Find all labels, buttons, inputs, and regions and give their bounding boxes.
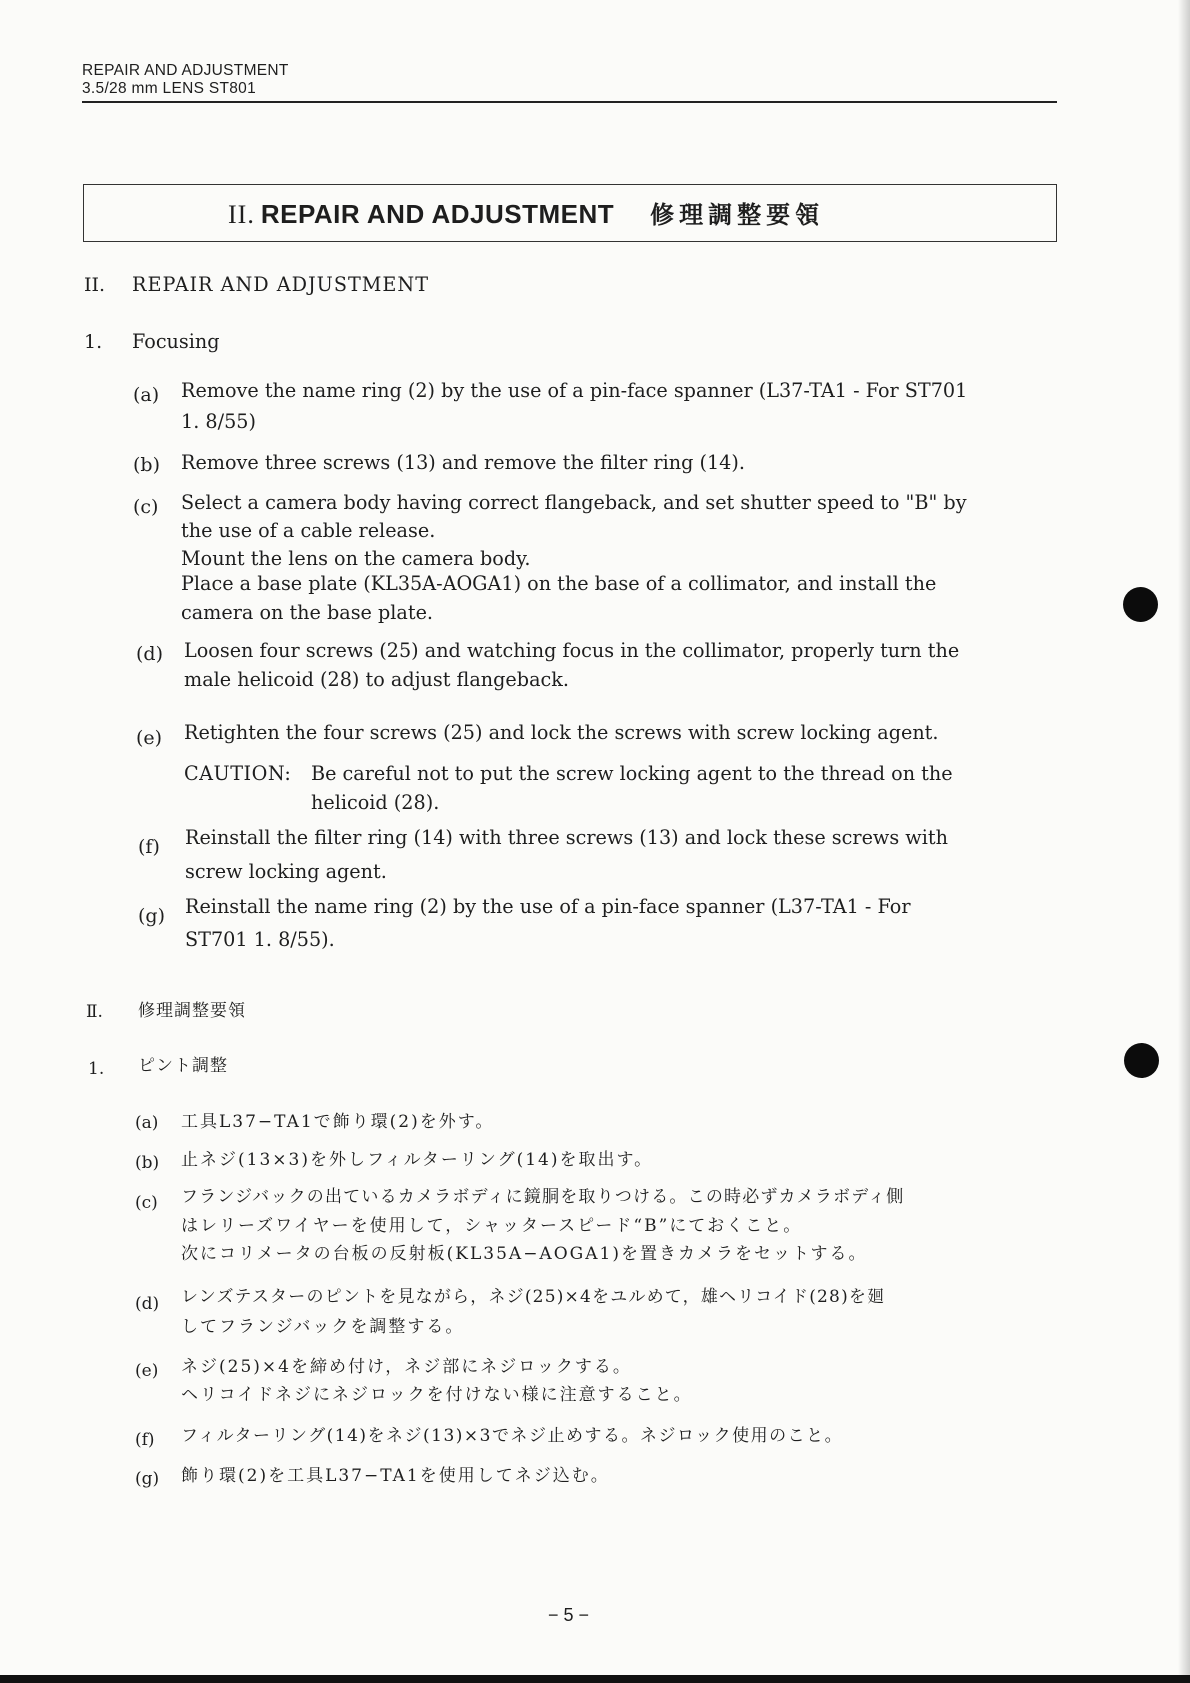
header-line-2: 3.5/28 mm LENS ST801 xyxy=(82,80,256,97)
step-c-line-3: Mount the lens on the camera body. xyxy=(181,547,531,570)
jp-step-label-c: (c) xyxy=(135,1193,158,1213)
japanese-section-number: Ⅱ. xyxy=(86,1002,103,1022)
step-d-line-1: Loosen four screws (25) and watching focus in the collimator, properly turn the xyxy=(184,639,960,662)
step-c-line-4: Place a base plate (KL35A-AOGA1) on the base of a collimator, and install the xyxy=(181,572,937,595)
japanese-section-title: 修理調整要領 xyxy=(138,1001,246,1021)
step-a-line-2: 1. 8/55) xyxy=(181,410,256,433)
jp-step-b-line-1: 止ネジ(13×3)を外しフィルターリング(14)を取出す。 xyxy=(181,1150,654,1170)
jp-step-label-g: (g) xyxy=(135,1469,160,1489)
english-subsection-number: 1. xyxy=(84,331,103,353)
caution-line-1: Be careful not to put the screw locking agent to the thread on the xyxy=(311,762,953,785)
page-number: − 5 − xyxy=(548,1605,590,1625)
jp-step-c-line-3: 次にコリメータの台板の反射板(KL35A−AOGA1)を置きカメラをセットする。 xyxy=(181,1244,868,1264)
step-label-a: (a) xyxy=(133,384,160,406)
step-g-line-1: Reinstall the name ring (2) by the use of a pin-face spanner (L37-TA1 - For xyxy=(185,895,911,918)
jp-step-g-line-1: 飾り環(2)を工具L37−TA1を使用してネジ込む。 xyxy=(181,1466,610,1486)
scan-bottom-edge xyxy=(0,1675,1190,1683)
scan-edge-shadow xyxy=(1178,0,1190,1683)
header-rule xyxy=(82,101,1057,103)
step-label-f: (f) xyxy=(138,836,160,858)
caution-label: CAUTION: xyxy=(184,762,292,785)
page-title xyxy=(228,199,824,230)
step-g-line-2: ST701 1. 8/55). xyxy=(185,928,335,951)
japanese-subsection-number: 1. xyxy=(88,1059,105,1079)
japanese-subsection-title: ピント調整 xyxy=(138,1056,228,1076)
jp-step-label-b: (b) xyxy=(135,1153,160,1173)
step-f-line-1: Reinstall the filter ring (14) with three screws (13) and lock these screws with xyxy=(185,826,948,849)
punch-hole-upper xyxy=(1123,587,1158,622)
caution-line-2: helicoid (28). xyxy=(311,791,440,814)
step-label-c: (c) xyxy=(133,496,159,518)
jp-step-f-line-1: フィルターリング(14)をネジ(13)×3でネジ止めする。ネジロック使用のこと。 xyxy=(181,1426,844,1446)
jp-step-c-line-1: フランジバックの出ているカメラボディに鏡胴を取りつける。この時必ずカメラボディ側 xyxy=(181,1187,905,1207)
step-c-line-2: the use of a cable release. xyxy=(181,519,436,542)
title-japanese: 修理調整要領 xyxy=(650,200,825,229)
step-d-line-2: male helicoid (28) to adjust flangeback. xyxy=(184,668,569,691)
english-subsection-title: Focusing xyxy=(132,330,220,353)
title-numeral: II. xyxy=(228,200,255,229)
jp-step-label-a: (a) xyxy=(135,1113,159,1133)
jp-step-e-line-1: ネジ(25)×4を締め付け，ネジ部にネジロックする。 xyxy=(181,1357,632,1377)
running-header xyxy=(82,62,289,98)
punch-hole-lower xyxy=(1124,1043,1159,1078)
jp-step-d-line-2: してフランジバックを調整する。 xyxy=(181,1317,465,1337)
step-c-line-1: Select a camera body having correct flangeback, and set shutter speed to "B" by xyxy=(181,491,967,514)
step-a-line-1: Remove the name ring (2) by the use of a pin-face spanner (L37-TA1 - For ST701 xyxy=(181,379,968,402)
step-label-e: (e) xyxy=(136,727,163,749)
step-b-line-1: Remove three screws (13) and remove the filter ring (14). xyxy=(181,451,745,474)
step-c-line-5: camera on the base plate. xyxy=(181,601,434,624)
jp-step-label-e: (e) xyxy=(135,1361,159,1381)
header-line-1: REPAIR AND ADJUSTMENT xyxy=(82,62,289,79)
jp-step-a-line-1: 工具L37−TA1で飾り環(2)を外す。 xyxy=(181,1112,495,1132)
jp-step-label-d: (d) xyxy=(135,1294,160,1314)
english-section-number: II. xyxy=(84,274,106,296)
jp-step-c-line-2: はレリーズワイヤーを使用して，シャッタースピード“B”にておくこと。 xyxy=(181,1216,803,1236)
step-e-line-1: Retighten the four screws (25) and lock the screws with screw locking agent. xyxy=(184,721,939,744)
jp-step-e-line-2: ヘリコイドネジにネジロックを付けない様に注意すること。 xyxy=(181,1385,693,1405)
step-label-d: (d) xyxy=(136,643,163,665)
jp-step-label-f: (f) xyxy=(135,1430,155,1450)
english-section-title: REPAIR AND ADJUSTMENT xyxy=(132,273,429,296)
jp-step-d-line-1: レンズテスターのピントを見ながら，ネジ(25)×4をユルめて，雄ヘリコイド(28)を廻 xyxy=(181,1287,886,1307)
step-label-g: (g) xyxy=(138,905,165,927)
title-english: REPAIR AND ADJUSTMENT xyxy=(260,199,615,229)
step-f-line-2: screw locking agent. xyxy=(185,860,387,883)
step-label-b: (b) xyxy=(133,454,160,476)
